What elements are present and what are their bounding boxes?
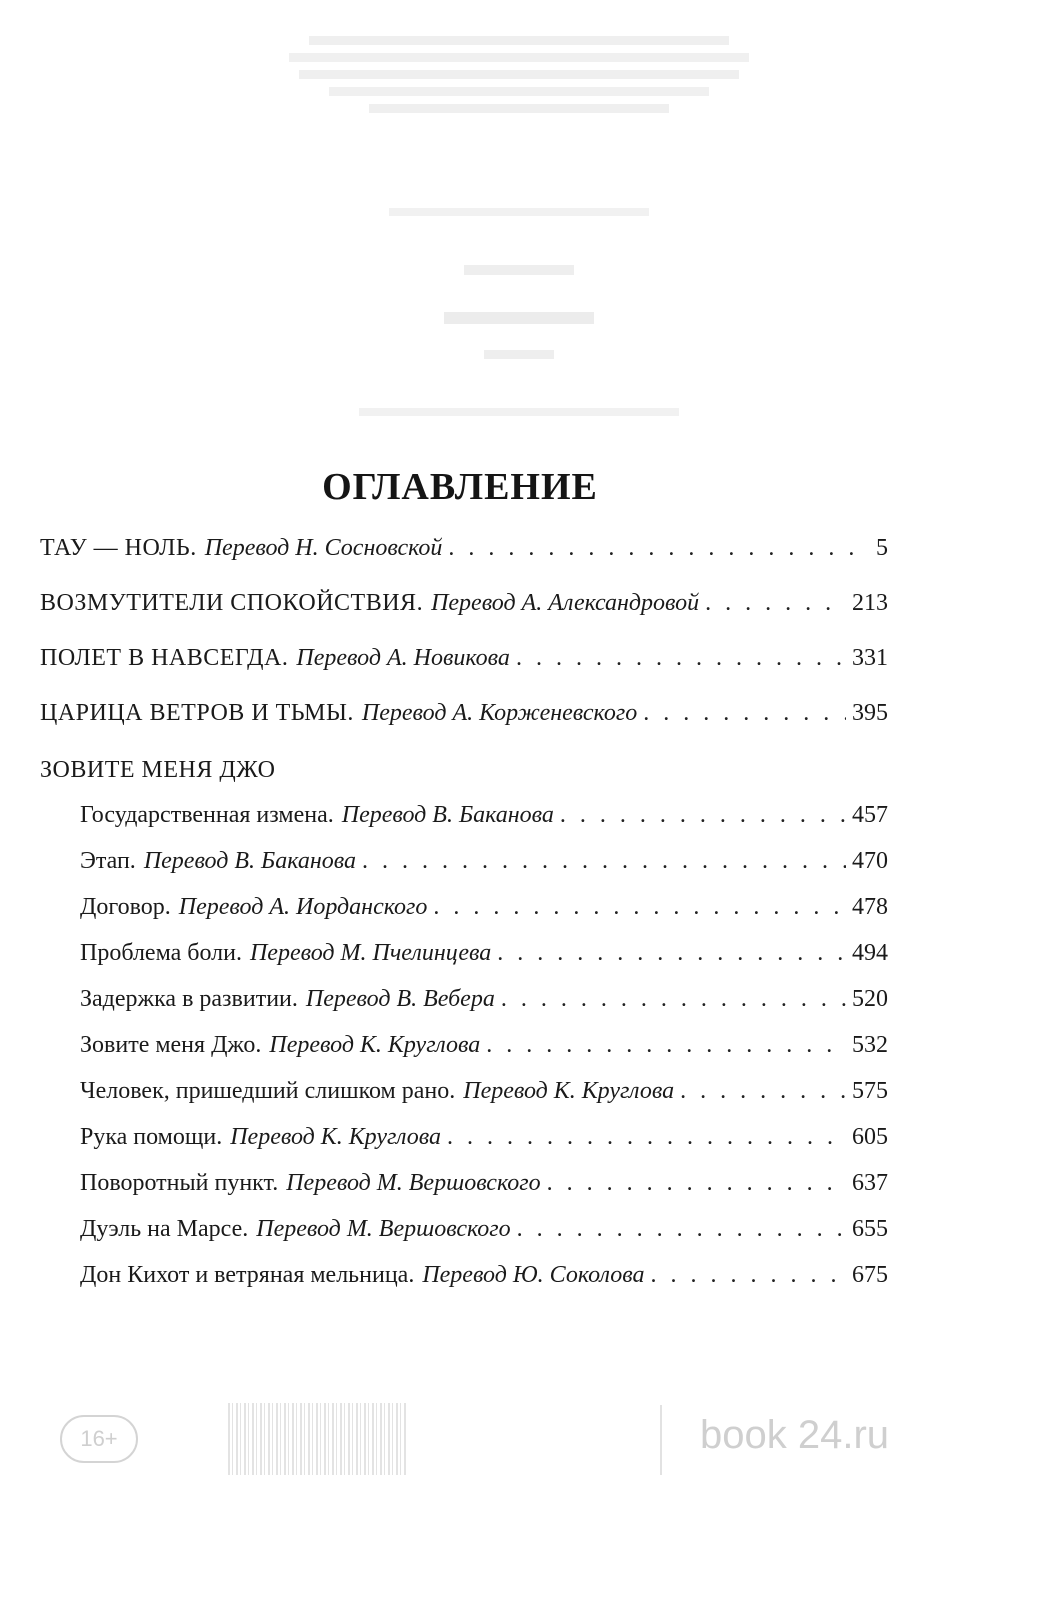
toc-subentry [80,894,888,921]
entry-translator: Перевод М. Вершовского [286,1170,541,1196]
page-number: 213 [852,590,888,616]
bleed-through-line [0,312,1037,324]
page-number: 457 [852,802,888,828]
toc-subentry [80,1170,888,1197]
entry-translator: Перевод В. Вебера [305,986,495,1012]
dot-leader [362,848,846,875]
page-number: 494 [852,940,888,966]
entry-translator: Перевод А. Новикова [296,645,510,671]
dot-leader [486,1032,846,1059]
entry-translator: Перевод А. Иорданского [178,894,428,920]
entry-title: Проблема боли. [80,940,242,966]
page-number: 655 [852,1216,888,1242]
bleed-through-line [0,350,1037,359]
entry-title: ЦАРИЦА ВЕТРОВ И ТЬМЫ. [40,700,354,726]
dot-leader [497,940,846,967]
toc-subentry [80,986,888,1013]
page-number: 575 [852,1078,888,1104]
toc-subentry [80,940,888,967]
dot-leader [433,894,846,921]
section-heading: ЗОВИТЕ МЕНЯ ДЖО [40,757,276,783]
age-rating-badge: 16+ [60,1415,138,1463]
page-number: 478 [852,894,888,920]
entry-title: Договор. [80,894,171,920]
toc-subentry [80,1078,888,1105]
entry-title: Задержка в развитии. [80,986,298,1012]
entry-translator: Перевод В. Баканова [341,802,554,828]
entry-translator: Перевод Н. Сосновской [204,535,443,561]
toc-subentry [80,1262,888,1289]
bleed-through-line [0,208,1037,216]
toc-subentry [80,848,888,875]
bleed-through-line [0,265,1037,275]
toc-subentry [80,1032,888,1059]
divider [660,1405,662,1475]
entry-translator: Перевод А. Корженевского [361,700,638,726]
page-number: 605 [852,1124,888,1150]
entry-title: Человек, пришедший слишком рано. [80,1078,456,1104]
bleed-through-text [0,18,1037,113]
entry-title: Зовите меня Джо. [80,1032,262,1058]
entry-title: ПОЛЕТ В НАВСЕГДА. [40,645,289,671]
page-number: 5 [876,535,888,561]
page-number: 675 [852,1262,888,1288]
toc-subentry [80,1124,888,1151]
entry-title: Дон Кихот и ветряная мельница. [80,1262,415,1288]
dot-leader [643,700,846,727]
dot-leader [560,802,846,829]
toc-entry [40,645,888,672]
entry-translator: Перевод К. Круглова [230,1124,442,1150]
dot-leader [447,1124,846,1151]
page-title: ОГЛАВЛЕНИЕ [322,466,598,509]
dot-leader [705,590,846,617]
dot-leader [547,1170,846,1197]
dot-leader [517,1216,846,1243]
entry-title: ВОЗМУТИТЕЛИ СПОКОЙСТВИЯ. [40,590,424,616]
entry-title: Поворотный пункт. [80,1170,279,1196]
entry-translator: Перевод М. Вершовского [256,1216,511,1242]
entry-title: ТАУ — НОЛЬ. [40,535,197,561]
page-number: 637 [852,1170,888,1196]
entry-translator: Перевод А. Александровой [431,590,700,616]
page-number: 331 [852,645,888,671]
page-number: 520 [852,986,888,1012]
entry-translator: Перевод В. Баканова [143,848,356,874]
toc-subentry [80,1216,888,1243]
entry-translator: Перевод К. Круглова [269,1032,481,1058]
entry-title: Дуэль на Марсе. [80,1216,249,1242]
dot-leader [680,1078,846,1105]
barcode [228,1403,408,1475]
entry-translator: Перевод Ю. Соколова [422,1262,645,1288]
dot-leader [501,986,846,1013]
toc-entry [40,590,888,617]
entry-translator: Перевод К. Круглова [463,1078,675,1104]
dot-leader [651,1262,846,1289]
dot-leader [516,645,846,672]
entry-title: Государственная измена. [80,802,334,828]
page-number: 532 [852,1032,888,1058]
toc-subentry [80,802,888,829]
page-number: 470 [852,848,888,874]
page-number: 395 [852,700,888,726]
toc-entry [40,700,888,727]
entry-title: Этап. [80,848,136,874]
dot-leader [448,535,870,562]
toc-entry [40,535,888,562]
entry-translator: Перевод М. Пчелинцева [249,940,492,966]
entry-title: Рука помощи. [80,1124,223,1150]
publisher-logo: book 24.ru [700,1413,890,1457]
bleed-through-footer [0,1395,1037,1485]
bleed-through-line [0,408,1037,416]
